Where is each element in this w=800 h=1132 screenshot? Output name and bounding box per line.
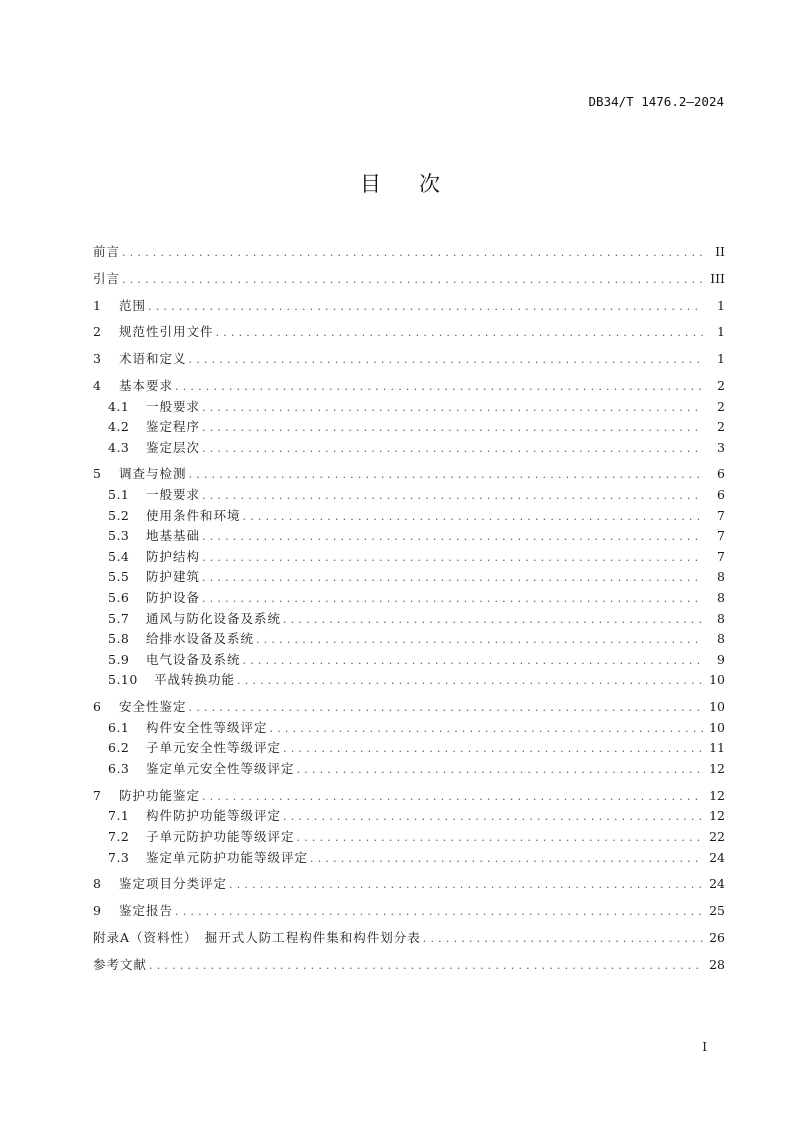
toc-entry-label: 调查与检测 <box>119 466 187 482</box>
toc-entry-label: 前言 <box>93 244 121 259</box>
toc-page-number: 8 <box>717 569 725 585</box>
toc-page-number: 22 <box>709 828 725 844</box>
toc-entry-6-3[interactable] <box>93 759 725 780</box>
toc-entry-8[interactable] <box>93 874 725 895</box>
toc-entry-bibliography[interactable] <box>93 955 725 976</box>
toc-dot-leader <box>202 589 703 610</box>
toc-entry-5[interactable] <box>93 464 725 485</box>
toc-page-number: 6 <box>717 487 725 503</box>
toc-dot-leader <box>189 698 703 719</box>
toc-entry-label: 防护设备 <box>146 590 201 606</box>
toc-entry-5-7[interactable] <box>93 609 725 630</box>
toc-entry-number: 9 <box>93 903 102 919</box>
toc-dot-leader <box>149 956 703 977</box>
toc-page-number: 26 <box>709 929 725 945</box>
toc-page-number: 24 <box>709 849 725 865</box>
toc-entry-number: 5 <box>93 466 102 482</box>
standard-code: DB34/T 1476.2—2024 <box>588 94 724 109</box>
toc-page-number: 7 <box>717 548 725 564</box>
toc-entry-5-4[interactable] <box>93 547 725 568</box>
toc-entry-5-8[interactable] <box>93 629 725 650</box>
toc-entry-1[interactable] <box>93 296 725 317</box>
toc-entry-5-10[interactable] <box>93 670 725 691</box>
toc-page-number: 2 <box>717 419 725 435</box>
toc-dot-leader <box>216 323 703 344</box>
toc-page-number: 12 <box>709 808 725 824</box>
toc-entry-label: 规范性引用文件 <box>119 324 214 340</box>
toc-entry-label: 防护建筑 <box>146 569 201 585</box>
toc-dot-leader <box>202 568 703 589</box>
toc-entry-label: 防护结构 <box>146 548 201 564</box>
toc-dot-leader <box>270 719 703 740</box>
toc-entry-label: 子单元安全性等级评定 <box>146 740 282 756</box>
toc-entry-label: 构件防护功能等级评定 <box>146 808 282 824</box>
toc-entry-number: 6.2 <box>108 740 130 756</box>
toc-dot-leader <box>237 671 703 692</box>
toc-entry-label: 平战转换功能 <box>154 672 236 688</box>
toc-entry-5-3[interactable] <box>93 526 725 547</box>
toc-entry-number: 4.2 <box>108 419 130 435</box>
toc-entry-label: 一般要求 <box>146 398 201 414</box>
toc-entry-number: 5.7 <box>108 610 130 626</box>
toc-entry-5-2[interactable] <box>93 506 725 527</box>
toc-entry-label: 术语和定义 <box>119 351 187 367</box>
toc-entry-7-1[interactable] <box>93 806 725 827</box>
toc-entry-number: 5.8 <box>108 631 130 647</box>
toc-entry-label: 防护功能鉴定 <box>119 787 201 803</box>
toc-page-number: 1 <box>717 324 725 340</box>
toc-entry-6[interactable] <box>93 697 725 718</box>
toc-entry-number: 7.2 <box>108 828 130 844</box>
toc-page-number: 10 <box>709 699 725 715</box>
toc-dot-leader <box>202 486 703 507</box>
toc-entry-label: 鉴定单元安全性等级评定 <box>146 760 295 776</box>
toc-dot-leader <box>175 377 703 398</box>
toc-entry-3[interactable] <box>93 349 725 370</box>
title-char-2: 次 <box>419 172 440 196</box>
toc-entry-number: 7.1 <box>108 808 130 824</box>
toc-page-number: 2 <box>717 398 725 414</box>
footer-page-number: I <box>702 1040 707 1054</box>
toc-entry-4-1[interactable] <box>93 397 725 418</box>
toc-dot-leader <box>202 787 703 808</box>
toc-entry-number: 5.5 <box>108 569 130 585</box>
toc-page-number: 8 <box>717 590 725 606</box>
toc-entry-label: 鉴定程序 <box>146 419 201 435</box>
toc-entry-5-9[interactable] <box>93 650 725 671</box>
toc-entry-number: 4 <box>93 377 102 393</box>
toc-entry-label: 安全性鉴定 <box>119 699 187 715</box>
toc-dot-leader <box>122 243 703 264</box>
toc-entry-number: 3 <box>93 351 102 367</box>
toc-entry-label: 范围 <box>119 297 147 313</box>
toc-entry-label: 子单元防护功能等级评定 <box>146 828 295 844</box>
toc-entry-7-2[interactable] <box>93 827 725 848</box>
toc-entry-label: 引言 <box>93 270 121 286</box>
toc-page-number: 12 <box>709 787 725 803</box>
toc-entry-4-3[interactable] <box>93 438 725 459</box>
toc-dot-leader <box>423 929 703 950</box>
table-of-contents <box>93 242 725 975</box>
toc-dot-leader <box>297 760 703 781</box>
toc-entry-label: 鉴定层次 <box>146 439 201 455</box>
toc-entry-6-2[interactable] <box>93 738 725 759</box>
toc-entry-5-5[interactable] <box>93 567 725 588</box>
toc-entry-label: 构件安全性等级评定 <box>146 719 268 735</box>
toc-page-number: 11 <box>709 740 725 756</box>
toc-entry-2[interactable] <box>93 322 725 343</box>
toc-page-number: 25 <box>709 903 725 919</box>
toc-page-number: III <box>710 270 725 286</box>
toc-dot-leader <box>283 807 703 828</box>
toc-page-number: 24 <box>709 876 725 892</box>
toc-entry-number: 8 <box>93 876 102 892</box>
toc-entry-introduction[interactable] <box>93 269 725 290</box>
toc-entry-label: 一般要求 <box>146 487 201 503</box>
toc-entry-number: 7.3 <box>108 849 130 865</box>
toc-dot-leader <box>122 270 703 291</box>
toc-entry-foreword[interactable] <box>93 242 725 263</box>
toc-entry-6-1[interactable] <box>93 718 725 739</box>
toc-dot-leader <box>243 651 703 672</box>
toc-entry-5-1[interactable] <box>93 485 725 506</box>
toc-dot-leader <box>202 439 703 460</box>
toc-page-number: 1 <box>717 351 725 367</box>
toc-entry-label: 参考文献 <box>93 956 148 972</box>
toc-entry-5-6[interactable] <box>93 588 725 609</box>
toc-page-number: 7 <box>717 507 725 523</box>
toc-entry-label: 鉴定报告 <box>119 903 174 919</box>
toc-dot-leader <box>202 418 703 439</box>
toc-page-number: 2 <box>717 377 725 393</box>
toc-entry-number: 4.3 <box>108 439 130 455</box>
toc-entry-4-2[interactable] <box>93 417 725 438</box>
toc-page-number: 6 <box>717 466 725 482</box>
toc-entry-label: 地基基础 <box>146 528 201 544</box>
toc-entry-number: 5.4 <box>108 548 130 564</box>
toc-entry-number: 4.1 <box>108 398 130 414</box>
toc-entry-number: 5.10 <box>108 672 138 688</box>
toc-entry-number: 5.6 <box>108 590 130 606</box>
toc-entry-number: 7 <box>93 787 102 803</box>
toc-entry-9[interactable] <box>93 901 725 922</box>
toc-entry-number: 5.3 <box>108 528 130 544</box>
toc-page-number: 28 <box>709 956 725 972</box>
toc-page-number: II <box>715 244 725 259</box>
toc-page-number: 10 <box>709 672 725 688</box>
toc-entry-7-3[interactable] <box>93 848 725 869</box>
toc-dot-leader <box>283 610 703 631</box>
page-title <box>0 168 800 198</box>
toc-dot-leader <box>310 849 703 870</box>
toc-page-number: 9 <box>717 651 725 667</box>
toc-entry-number: 6 <box>93 699 102 715</box>
toc-entry-number: 5.1 <box>108 487 130 503</box>
toc-page-number: 12 <box>709 760 725 776</box>
toc-dot-leader <box>148 297 703 318</box>
toc-entry-label: 给排水设备及系统 <box>146 631 255 647</box>
toc-entry-number: 1 <box>93 297 102 313</box>
toc-page-number: 3 <box>717 439 725 455</box>
toc-page-number: 8 <box>717 610 725 626</box>
toc-entry-7[interactable] <box>93 786 725 807</box>
toc-dot-leader <box>297 828 703 849</box>
toc-entry-label: 鉴定项目分类评定 <box>119 876 228 892</box>
toc-entry-4[interactable] <box>93 376 725 397</box>
toc-entry-label: 附录A（资料性） 掘开式人防工程构件集和构件划分表 <box>93 929 421 945</box>
toc-dot-leader <box>202 398 703 419</box>
toc-dot-leader <box>243 507 703 528</box>
title-char-1: 目 <box>360 172 381 196</box>
toc-entry-appendix-a[interactable] <box>93 928 725 949</box>
toc-entry-label: 鉴定单元防护功能等级评定 <box>146 849 309 865</box>
toc-entry-number: 6.3 <box>108 760 130 776</box>
toc-dot-leader <box>189 350 703 371</box>
toc-entry-number: 6.1 <box>108 719 130 735</box>
toc-dot-leader <box>202 527 703 548</box>
toc-entry-label: 基本要求 <box>119 377 174 393</box>
toc-entry-label: 电气设备及系统 <box>146 651 241 667</box>
toc-page-number: 8 <box>717 631 725 647</box>
toc-entry-number: 2 <box>93 324 102 340</box>
toc-entry-label: 通风与防化设备及系统 <box>146 610 282 626</box>
toc-page-number: 7 <box>717 528 725 544</box>
toc-dot-leader <box>229 875 703 896</box>
toc-dot-leader <box>202 548 703 569</box>
toc-dot-leader <box>256 630 703 651</box>
toc-page-number: 10 <box>709 719 725 735</box>
toc-dot-leader <box>175 902 703 923</box>
toc-entry-number: 5.2 <box>108 507 130 523</box>
toc-dot-leader <box>189 465 703 486</box>
toc-entry-label: 使用条件和环境 <box>146 507 241 523</box>
toc-dot-leader <box>283 739 703 760</box>
toc-page-number: 1 <box>717 297 725 313</box>
toc-entry-number: 5.9 <box>108 651 130 667</box>
